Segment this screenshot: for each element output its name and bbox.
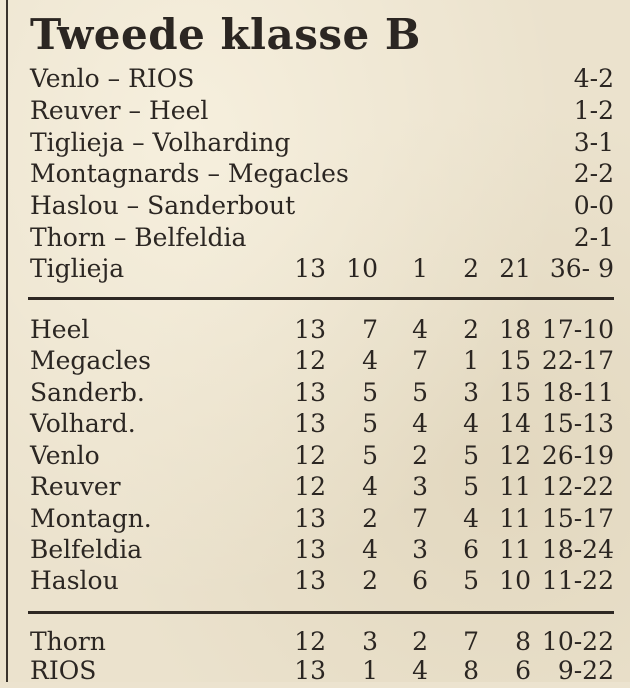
won: 7: [362, 315, 378, 344]
drawn: 4: [412, 315, 428, 344]
lost: 2: [463, 254, 479, 283]
team-name: Sanderb.: [30, 378, 145, 407]
won: 4: [362, 346, 378, 375]
points: 8: [515, 627, 531, 656]
lost: 5: [463, 566, 479, 595]
match-teams: Haslou – Sanderbout: [30, 191, 296, 220]
drawn: 1: [412, 254, 428, 283]
standings-row: [30, 566, 614, 598]
won: 4: [362, 535, 378, 564]
drawn: 4: [412, 409, 428, 438]
played: 13: [294, 378, 326, 407]
won: 5: [362, 441, 378, 470]
team-name: Montagn.: [30, 504, 152, 533]
match-teams: Tiglieja – Volharding: [30, 128, 291, 157]
points: 15: [499, 346, 531, 375]
played: 13: [294, 409, 326, 438]
match-result: [30, 128, 614, 160]
goals: 26-19: [541, 441, 614, 470]
points: 15: [499, 378, 531, 407]
lost: 4: [463, 409, 479, 438]
points: 11: [499, 504, 531, 533]
lost: 3: [463, 378, 479, 407]
won: 5: [362, 409, 378, 438]
match-score: 3-1: [573, 128, 614, 157]
points: 10: [499, 566, 531, 595]
played: 13: [294, 254, 326, 283]
standings-row: [30, 441, 614, 473]
match-score: 2-2: [573, 159, 614, 188]
match-result: [30, 159, 614, 191]
drawn: 3: [412, 472, 428, 501]
team-name: Haslou: [30, 566, 119, 595]
goals: 17-10: [541, 315, 614, 344]
won: 2: [362, 504, 378, 533]
match-result: [30, 191, 614, 223]
points: 21: [499, 254, 531, 283]
played: 13: [294, 656, 326, 685]
points: 18: [499, 315, 531, 344]
won: 10: [346, 254, 378, 283]
team-name: Tiglieja: [30, 254, 125, 283]
team-name: Volhard.: [30, 409, 136, 438]
lost: 4: [463, 504, 479, 533]
standings-row: [30, 656, 614, 688]
played: 12: [294, 627, 326, 656]
goals: 36- 9: [549, 254, 614, 283]
table-divider: [28, 611, 614, 614]
section-title: Tweede klasse B: [30, 10, 421, 59]
drawn: 3: [412, 535, 428, 564]
goals: 22-17: [541, 346, 614, 375]
match-score: 0-0: [573, 191, 614, 220]
team-name: Thorn: [30, 627, 106, 656]
match-teams: Venlo – RIOS: [30, 64, 195, 93]
match-teams: Reuver – Heel: [30, 96, 209, 125]
goals: 15-17: [541, 504, 614, 533]
goals: 10-22: [541, 627, 614, 656]
standings-row: [30, 472, 614, 504]
drawn: 2: [412, 441, 428, 470]
match-teams: Thorn – Belfeldia: [30, 223, 247, 252]
lost: 8: [463, 656, 479, 685]
won: 1: [362, 656, 378, 685]
drawn: 7: [412, 504, 428, 533]
standings-row: [30, 409, 614, 441]
won: 2: [362, 566, 378, 595]
match-score: 2-1: [573, 223, 614, 252]
drawn: 2: [412, 627, 428, 656]
standings-row: [30, 315, 614, 347]
standings-row: [30, 254, 614, 286]
team-name: Reuver: [30, 472, 121, 501]
column-rule: [6, 0, 8, 682]
team-name: Megacles: [30, 346, 151, 375]
drawn: 5: [412, 378, 428, 407]
match-score: 4-2: [573, 64, 614, 93]
played: 13: [294, 535, 326, 564]
drawn: 4: [412, 656, 428, 685]
team-name: Heel: [30, 315, 90, 344]
standings-row: [30, 535, 614, 567]
played: 13: [294, 315, 326, 344]
goals: 12-22: [541, 472, 614, 501]
lost: 5: [463, 441, 479, 470]
goals: 18-11: [541, 378, 614, 407]
played: 13: [294, 504, 326, 533]
standings-row: [30, 504, 614, 536]
lost: 2: [463, 315, 479, 344]
standings-row: [30, 378, 614, 410]
match-result: [30, 96, 614, 128]
goals: 18-24: [541, 535, 614, 564]
played: 12: [294, 441, 326, 470]
standings-row: [30, 346, 614, 378]
points: 6: [515, 656, 531, 685]
points: 14: [499, 409, 531, 438]
lost: 5: [463, 472, 479, 501]
team-name: Venlo: [30, 441, 100, 470]
points: 11: [499, 535, 531, 564]
played: 12: [294, 346, 326, 375]
goals: 9-22: [557, 656, 614, 685]
lost: 7: [463, 627, 479, 656]
match-teams: Montagnards – Megacles: [30, 159, 349, 188]
lost: 1: [463, 346, 479, 375]
lost: 6: [463, 535, 479, 564]
won: 4: [362, 472, 378, 501]
played: 12: [294, 472, 326, 501]
match-result: [30, 223, 614, 255]
played: 13: [294, 566, 326, 595]
standings-row: [30, 627, 614, 659]
drawn: 7: [412, 346, 428, 375]
goals: 15-13: [541, 409, 614, 438]
points: 12: [499, 441, 531, 470]
drawn: 6: [412, 566, 428, 595]
table-divider: [28, 297, 614, 300]
match-score: 1-2: [573, 96, 614, 125]
team-name: RIOS: [30, 656, 97, 685]
team-name: Belfeldia: [30, 535, 143, 564]
goals: 11-22: [541, 566, 614, 595]
won: 3: [362, 627, 378, 656]
match-result: [30, 64, 614, 96]
points: 11: [499, 472, 531, 501]
won: 5: [362, 378, 378, 407]
